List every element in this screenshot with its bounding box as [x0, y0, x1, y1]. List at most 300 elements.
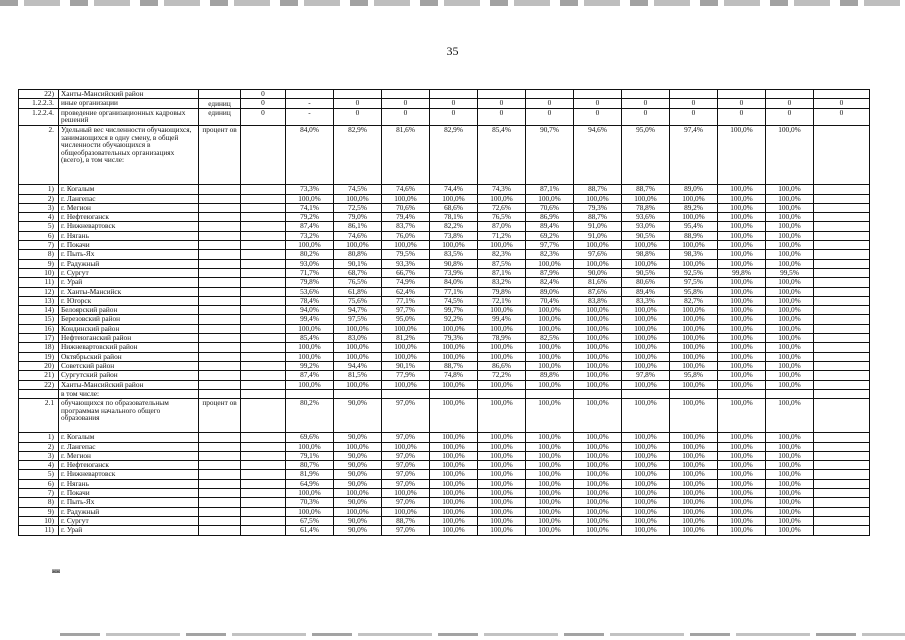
table-row: [19, 334, 870, 343]
row-value: 100,0%: [718, 126, 766, 185]
row-value: 68,7%: [334, 268, 382, 277]
row-value: 100,0%: [718, 442, 766, 451]
row-value: 100,0%: [766, 352, 814, 361]
row-value: [526, 90, 574, 99]
row-base-value: [241, 433, 286, 442]
row-value: 100,0%: [766, 526, 814, 535]
row-value: 88,7%: [430, 361, 478, 370]
row-value: 87,1%: [526, 185, 574, 194]
row-value: [814, 126, 870, 185]
row-value: 85,4%: [286, 334, 334, 343]
row-value: 100,0%: [670, 451, 718, 460]
row-value: 100,0%: [766, 371, 814, 380]
row-value: 81,6%: [382, 126, 430, 185]
row-index: 1.2.2.3.: [19, 99, 59, 108]
row-name: г. Мегион: [59, 451, 199, 460]
row-value: 100,0%: [478, 442, 526, 451]
row-value: 69,2%: [526, 231, 574, 240]
row-value: 97,6%: [574, 250, 622, 259]
row-value: 70,4%: [526, 296, 574, 305]
row-value: 100,0%: [622, 324, 670, 333]
row-unit: [199, 343, 241, 352]
row-value: 100,0%: [334, 241, 382, 250]
row-value: 100,0%: [718, 231, 766, 240]
row-value: 100,0%: [766, 231, 814, 240]
row-unit: процент ов: [199, 399, 241, 433]
row-name: г. Когалым: [59, 185, 199, 194]
row-unit: [199, 296, 241, 305]
row-value: 100,0%: [574, 470, 622, 479]
row-value: 100,0%: [478, 470, 526, 479]
row-value: 100,0%: [574, 241, 622, 250]
row-value: 90,5%: [622, 268, 670, 277]
row-value: 100,0%: [670, 324, 718, 333]
row-value: 100,0%: [382, 194, 430, 203]
row-value: 99,4%: [478, 315, 526, 324]
row-unit: [199, 203, 241, 212]
row-value: 100,0%: [478, 343, 526, 352]
row-value: [814, 380, 870, 389]
table-body: [19, 90, 870, 536]
row-value: 100,0%: [622, 470, 670, 479]
row-name: Ханты-Мансийский район: [59, 380, 199, 389]
row-value: 100,0%: [478, 489, 526, 498]
row-value: 100,0%: [766, 315, 814, 324]
row-value: 100,0%: [526, 259, 574, 268]
row-value: 74,1%: [286, 203, 334, 212]
row-value: 80,7%: [286, 461, 334, 470]
row-value: 97,0%: [382, 470, 430, 479]
row-index: 18): [19, 343, 59, 352]
row-value: [814, 498, 870, 507]
row-index: 9): [19, 507, 59, 516]
row-value: [814, 433, 870, 442]
row-value: 90,0%: [574, 268, 622, 277]
row-value: 0: [430, 99, 478, 108]
row-value: 0: [334, 99, 382, 108]
row-name: Октябрьский район: [59, 352, 199, 361]
row-name: г. Лангепас: [59, 194, 199, 203]
table-row: [19, 306, 870, 315]
row-value: 80,2%: [286, 250, 334, 259]
row-name: Березовский район: [59, 315, 199, 324]
row-value: 100,0%: [766, 306, 814, 315]
row-value: 100,0%: [574, 399, 622, 433]
row-value: 79,2%: [286, 213, 334, 222]
row-value: 100,0%: [670, 498, 718, 507]
row-value: 100,0%: [334, 324, 382, 333]
row-value: 100,0%: [766, 361, 814, 370]
row-value: 100,0%: [766, 498, 814, 507]
row-index: [19, 389, 59, 398]
row-unit: [199, 526, 241, 535]
row-name: Ханты-Мансийский район: [59, 90, 199, 99]
row-value: 100,0%: [670, 343, 718, 352]
table-row: [19, 343, 870, 352]
row-name: иные организации: [59, 99, 199, 108]
row-index: 5): [19, 470, 59, 479]
table-row: [19, 213, 870, 222]
row-value: 68,6%: [430, 203, 478, 212]
row-base-value: [241, 451, 286, 460]
row-value: 100,0%: [718, 203, 766, 212]
row-value: 76,0%: [382, 231, 430, 240]
row-value: 87,1%: [478, 268, 526, 277]
row-value: 95,0%: [622, 126, 670, 185]
row-value: 70,3%: [286, 498, 334, 507]
row-value: 70,6%: [526, 203, 574, 212]
row-value: 100,0%: [430, 352, 478, 361]
row-value: 100,0%: [574, 461, 622, 470]
row-value: 100,0%: [622, 315, 670, 324]
row-value: 87,4%: [286, 371, 334, 380]
row-unit: [199, 194, 241, 203]
row-value: 100,0%: [718, 324, 766, 333]
row-value: 100,0%: [574, 479, 622, 488]
row-value: 100,0%: [430, 442, 478, 451]
row-value: 100,0%: [718, 334, 766, 343]
row-value: 100,0%: [622, 259, 670, 268]
table-row: [19, 99, 870, 108]
table-row: [19, 461, 870, 470]
row-base-value: [241, 479, 286, 488]
row-name: проведение организационных кадровых решений: [59, 108, 199, 126]
row-value: 100,0%: [622, 479, 670, 488]
row-value: 86,6%: [478, 361, 526, 370]
row-value: 100,0%: [526, 442, 574, 451]
row-value: 100,0%: [718, 361, 766, 370]
row-value: 82,3%: [478, 250, 526, 259]
row-name: г. Нефтеюганск: [59, 213, 199, 222]
row-value: 100,0%: [574, 526, 622, 535]
row-name: г. Радужный: [59, 507, 199, 516]
row-value: 93,3%: [382, 259, 430, 268]
row-value: 72,5%: [334, 203, 382, 212]
row-name: г. Урай: [59, 278, 199, 287]
row-value: 100,0%: [430, 241, 478, 250]
row-unit: [199, 451, 241, 460]
row-value: [814, 399, 870, 433]
row-value: 100,0%: [430, 399, 478, 433]
row-value: 100,0%: [478, 241, 526, 250]
row-base-value: [241, 389, 286, 398]
row-base-value: [241, 352, 286, 361]
row-value: [814, 259, 870, 268]
row-base-value: [241, 259, 286, 268]
table-row: [19, 259, 870, 268]
row-base-value: [241, 203, 286, 212]
row-base-value: [241, 361, 286, 370]
row-value: 74,8%: [430, 371, 478, 380]
row-value: 100,0%: [622, 489, 670, 498]
row-index: 6): [19, 231, 59, 240]
row-value: 100,0%: [622, 516, 670, 525]
row-name: г. Нижневартовск: [59, 222, 199, 231]
table-row: [19, 278, 870, 287]
row-value: 100,0%: [526, 489, 574, 498]
row-value: 100,0%: [574, 315, 622, 324]
row-value: 0: [430, 108, 478, 126]
row-index: 10): [19, 516, 59, 525]
row-value: 100,0%: [478, 451, 526, 460]
row-value: 100,0%: [718, 526, 766, 535]
row-value: 94,6%: [574, 126, 622, 185]
row-index: 8): [19, 250, 59, 259]
row-value: 87,0%: [478, 222, 526, 231]
row-value: [814, 507, 870, 516]
row-value: [430, 389, 478, 398]
row-value: 100,0%: [286, 442, 334, 451]
row-value: 100,0%: [766, 470, 814, 479]
row-index: 1): [19, 185, 59, 194]
table-row: [19, 90, 870, 99]
row-value: 90,5%: [622, 231, 670, 240]
row-value: 0: [382, 108, 430, 126]
row-value: [814, 213, 870, 222]
row-value: 100,0%: [526, 315, 574, 324]
row-value: 100,0%: [430, 470, 478, 479]
row-value: 100,0%: [718, 250, 766, 259]
row-value: 0: [526, 99, 574, 108]
row-value: 100,0%: [574, 343, 622, 352]
row-value: 66,7%: [382, 268, 430, 277]
row-value: 100,0%: [334, 352, 382, 361]
row-value: 95,4%: [670, 222, 718, 231]
row-name: г. Сургут: [59, 268, 199, 277]
row-value: 100,0%: [718, 306, 766, 315]
row-unit: [199, 507, 241, 516]
row-name: г. Лангепас: [59, 442, 199, 451]
row-value: 100,0%: [766, 194, 814, 203]
row-value: 100,0%: [574, 498, 622, 507]
table-row: [19, 361, 870, 370]
table-row: [19, 389, 870, 398]
row-value: [814, 278, 870, 287]
row-index: 2): [19, 194, 59, 203]
row-base-value: [241, 213, 286, 222]
row-value: [334, 389, 382, 398]
row-value: [814, 241, 870, 250]
row-value: 100,0%: [670, 315, 718, 324]
row-value: 100,0%: [526, 433, 574, 442]
row-name: обучающихся по образовательным программам начального общего образования: [59, 399, 199, 433]
row-value: 90,0%: [334, 399, 382, 433]
table-row: [19, 451, 870, 460]
row-base-value: [241, 470, 286, 479]
row-value: 90,1%: [382, 361, 430, 370]
row-unit: [199, 479, 241, 488]
row-value: 100,0%: [766, 433, 814, 442]
table-row: [19, 231, 870, 240]
row-name: Кондинский район: [59, 324, 199, 333]
row-base-value: [241, 287, 286, 296]
row-index: 19): [19, 352, 59, 361]
row-value: 78,4%: [286, 296, 334, 305]
row-value: 0: [718, 108, 766, 126]
row-value: 74,6%: [334, 231, 382, 240]
row-base-value: [241, 371, 286, 380]
row-value: [574, 90, 622, 99]
row-value: [814, 315, 870, 324]
row-index: 21): [19, 371, 59, 380]
row-unit: [199, 470, 241, 479]
row-index: 16): [19, 324, 59, 333]
row-value: 100,0%: [574, 451, 622, 460]
row-value: 95,0%: [382, 315, 430, 324]
row-value: 94,7%: [334, 306, 382, 315]
row-value: 91,0%: [574, 231, 622, 240]
row-value: 100,0%: [766, 442, 814, 451]
row-base-value: [241, 461, 286, 470]
row-name: Советский район: [59, 361, 199, 370]
row-value: 74,5%: [430, 296, 478, 305]
row-index: 14): [19, 306, 59, 315]
row-value: [814, 334, 870, 343]
row-index: 22): [19, 380, 59, 389]
row-value: 100,0%: [286, 194, 334, 203]
row-value: 72,6%: [478, 203, 526, 212]
row-index: 4): [19, 213, 59, 222]
row-value: [814, 461, 870, 470]
row-value: 100,0%: [622, 334, 670, 343]
row-value: 81,5%: [334, 371, 382, 380]
row-value: [814, 268, 870, 277]
row-value: [814, 516, 870, 525]
row-index: 2.: [19, 126, 59, 185]
row-value: 100,0%: [670, 334, 718, 343]
row-index: 22): [19, 90, 59, 99]
row-name: Сургутский район: [59, 371, 199, 380]
row-value: 89,4%: [622, 287, 670, 296]
row-value: 0: [334, 108, 382, 126]
row-value: 0: [718, 99, 766, 108]
row-index: 1.2.2.4.: [19, 108, 59, 126]
row-value: 100,0%: [526, 526, 574, 535]
row-value: 89,0%: [670, 185, 718, 194]
row-value: [334, 90, 382, 99]
footer-mark: нн: [52, 567, 61, 575]
row-value: [814, 231, 870, 240]
row-value: 90,0%: [334, 451, 382, 460]
data-table: [18, 89, 870, 536]
row-index: 8): [19, 498, 59, 507]
row-value: [430, 90, 478, 99]
row-index: 17): [19, 334, 59, 343]
row-value: 100,0%: [718, 343, 766, 352]
row-value: 78,1%: [430, 213, 478, 222]
row-unit: [199, 352, 241, 361]
row-value: [814, 479, 870, 488]
row-value: 99,8%: [718, 268, 766, 277]
row-value: 89,2%: [670, 203, 718, 212]
row-value: [814, 306, 870, 315]
row-value: 100,0%: [670, 352, 718, 361]
table-row: [19, 287, 870, 296]
row-index: 6): [19, 479, 59, 488]
row-unit: [199, 250, 241, 259]
row-value: 100,0%: [766, 259, 814, 268]
row-value: 80,6%: [622, 278, 670, 287]
row-value: 90,0%: [334, 516, 382, 525]
row-base-value: [241, 526, 286, 535]
row-value: 100,0%: [766, 213, 814, 222]
row-value: 100,0%: [718, 287, 766, 296]
row-name: г. Урай: [59, 526, 199, 535]
row-value: 62,4%: [382, 287, 430, 296]
row-value: 100,0%: [766, 126, 814, 185]
row-value: [814, 203, 870, 212]
row-value: 100,0%: [718, 399, 766, 433]
row-value: 98,8%: [622, 250, 670, 259]
row-value: 100,0%: [670, 516, 718, 525]
row-value: 100,0%: [622, 380, 670, 389]
row-unit: [199, 516, 241, 525]
row-value: 100,0%: [718, 516, 766, 525]
row-name: г. Югорск: [59, 296, 199, 305]
row-value: 100,0%: [574, 507, 622, 516]
row-value: 90,8%: [430, 259, 478, 268]
row-value: 80,2%: [286, 399, 334, 433]
row-value: 0: [670, 108, 718, 126]
table-row: [19, 108, 870, 126]
row-value: 90,0%: [334, 461, 382, 470]
row-index: 7): [19, 241, 59, 250]
row-value: 0: [478, 108, 526, 126]
row-value: 100,0%: [766, 399, 814, 433]
row-value: [814, 250, 870, 259]
row-index: 10): [19, 268, 59, 277]
row-value: 95,8%: [670, 287, 718, 296]
row-value: 97,0%: [382, 399, 430, 433]
row-value: [814, 442, 870, 451]
row-value: 72,1%: [478, 296, 526, 305]
row-value: [718, 90, 766, 99]
row-value: 97,0%: [382, 451, 430, 460]
row-value: 100,0%: [670, 507, 718, 516]
row-unit: [199, 90, 241, 99]
row-unit: [199, 231, 241, 240]
row-value: 0: [814, 99, 870, 108]
row-base-value: [241, 442, 286, 451]
row-value: 0: [622, 108, 670, 126]
row-value: 100,0%: [526, 516, 574, 525]
row-unit: [199, 442, 241, 451]
row-value: 74,3%: [478, 185, 526, 194]
row-value: 100,0%: [766, 203, 814, 212]
row-value: 100,0%: [334, 507, 382, 516]
row-base-value: [241, 250, 286, 259]
row-value: 100,0%: [526, 498, 574, 507]
row-value: 92,2%: [430, 315, 478, 324]
row-value: 69,6%: [286, 433, 334, 442]
row-value: 92,5%: [670, 268, 718, 277]
row-value: 100,0%: [430, 489, 478, 498]
table-row: [19, 433, 870, 442]
row-name: Нижневартовский район: [59, 343, 199, 352]
row-value: 100,0%: [766, 489, 814, 498]
table-row: [19, 489, 870, 498]
row-base-value: [241, 399, 286, 433]
table-row: [19, 203, 870, 212]
table-row: [19, 479, 870, 488]
row-value: 61,8%: [334, 287, 382, 296]
row-value: [670, 90, 718, 99]
row-unit: [199, 241, 241, 250]
row-value: 0: [526, 108, 574, 126]
row-value: 90,7%: [526, 126, 574, 185]
row-unit: [199, 361, 241, 370]
row-value: 100,0%: [430, 324, 478, 333]
